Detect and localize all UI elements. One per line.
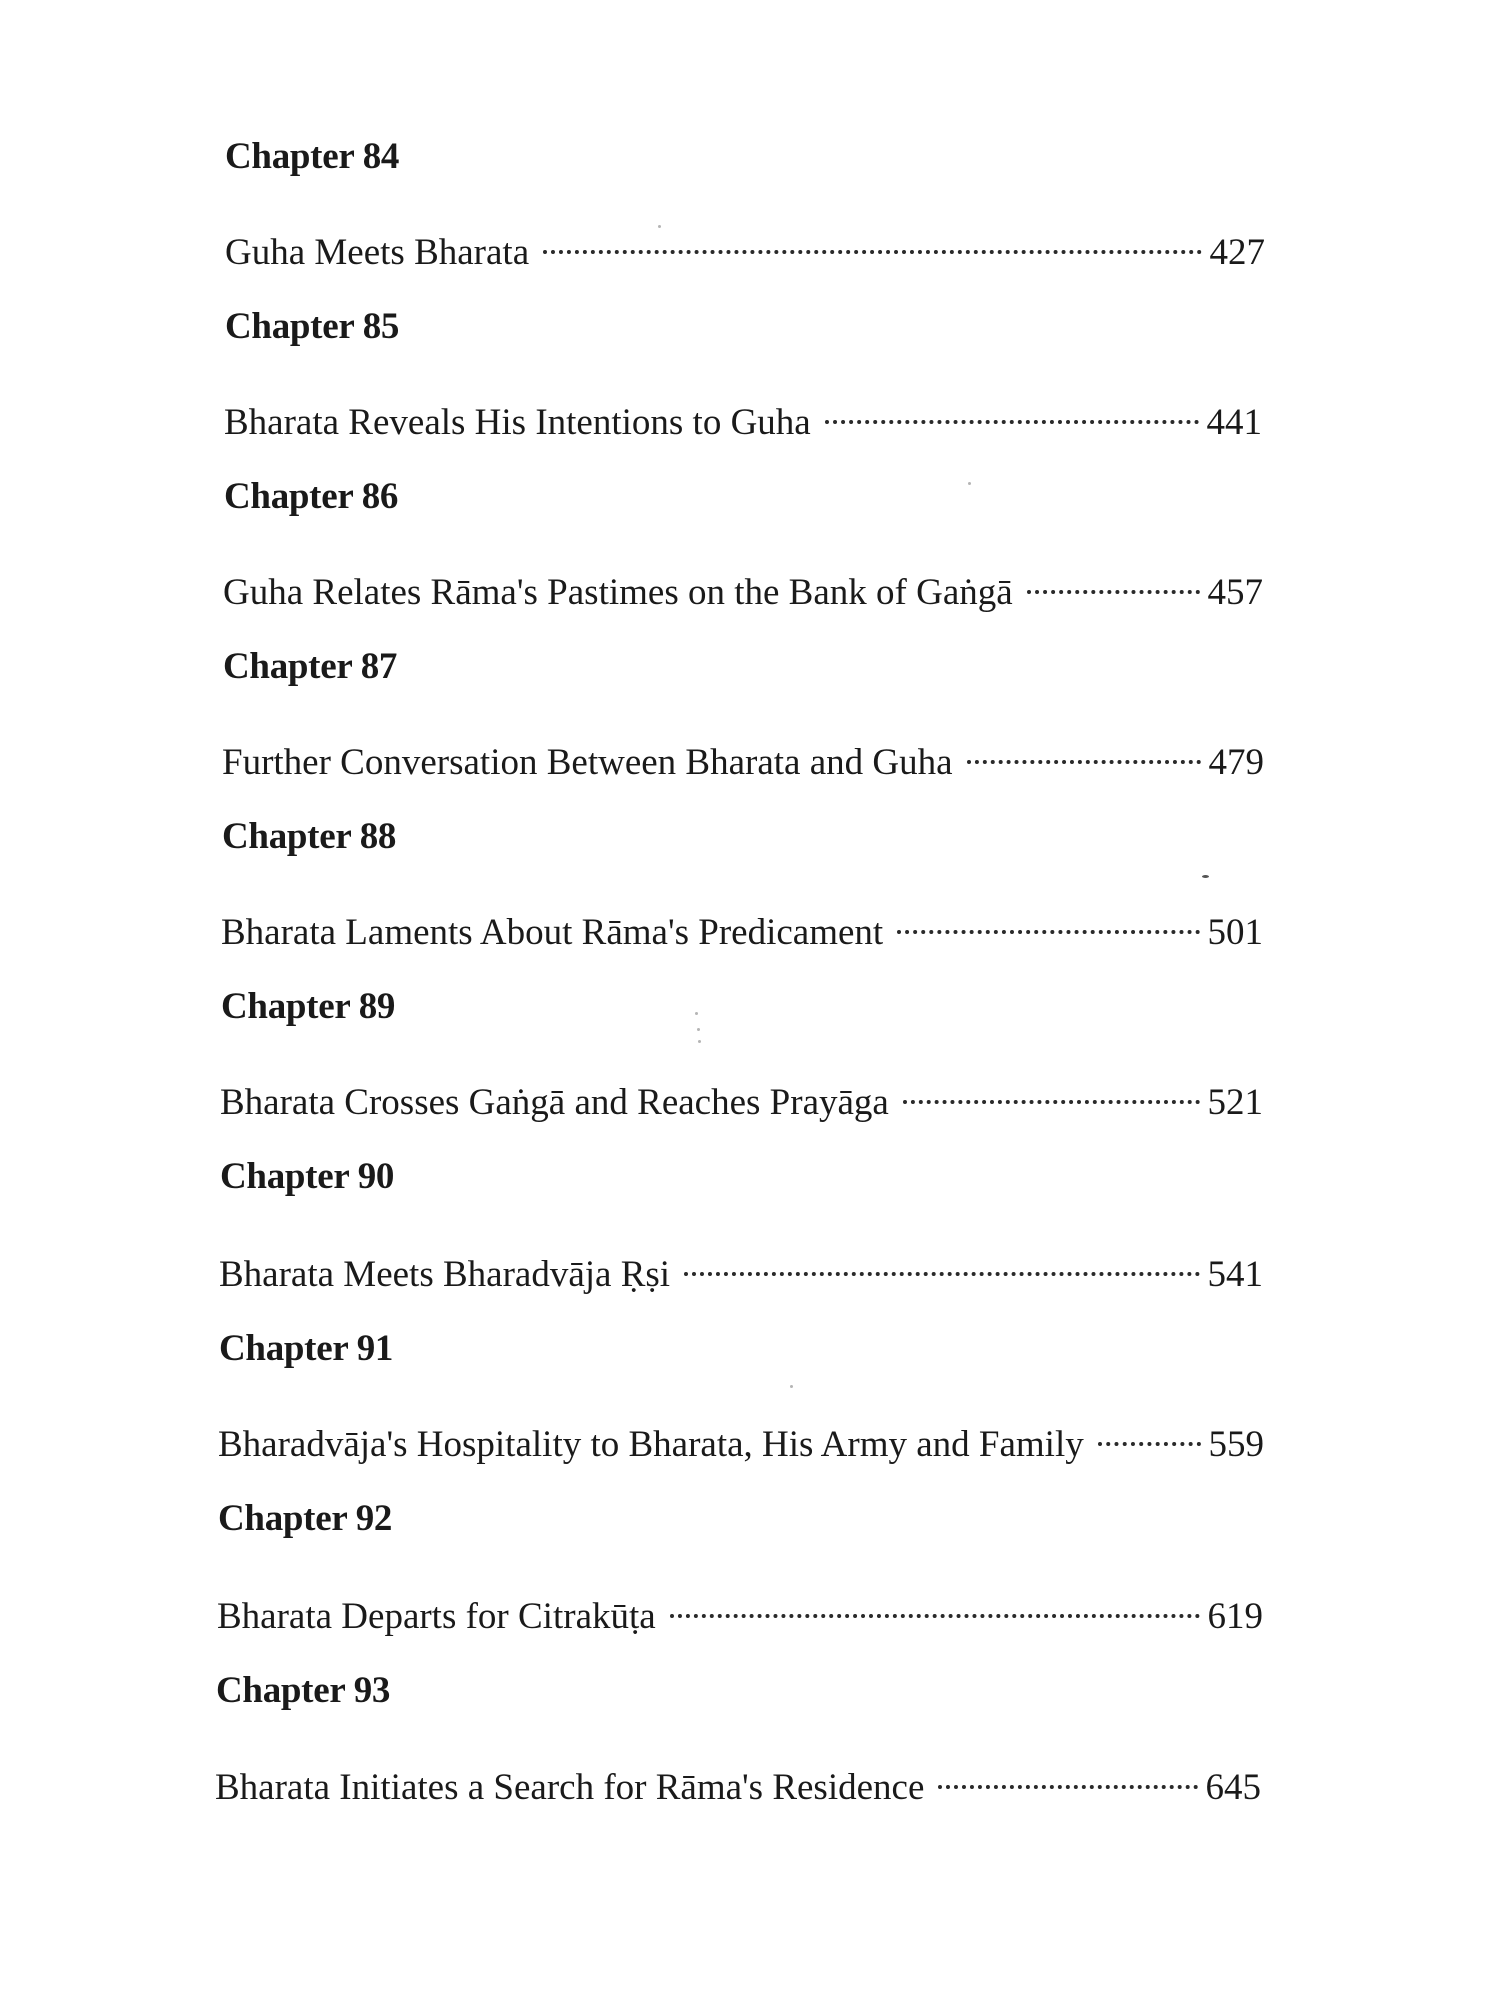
page-number: 479 xyxy=(1208,742,1264,783)
dot-leader xyxy=(1027,560,1200,604)
entry-title: Guha Meets Bharata xyxy=(225,232,530,273)
page-number: 619 xyxy=(1207,1596,1263,1637)
page-number: 457 xyxy=(1207,572,1263,613)
dot-leader xyxy=(825,390,1199,434)
entry-title: Bharata Departs for Citrakūṭa xyxy=(217,1596,656,1637)
dot-leader xyxy=(903,1070,1200,1114)
toc-entry[interactable] xyxy=(218,1412,1264,1467)
scan-speck xyxy=(658,225,661,228)
scan-speck xyxy=(790,1385,793,1388)
scan-speck xyxy=(695,1012,698,1015)
chapter-heading: Chapter 87 xyxy=(223,646,398,687)
page-number: 559 xyxy=(1208,1424,1264,1465)
chapter-heading: Chapter 90 xyxy=(220,1156,395,1197)
page-number: 501 xyxy=(1207,912,1263,953)
entry-title: Guha Relates Rāma's Pastimes on the Bank of Gaṅgā xyxy=(223,572,1013,613)
dot-leader xyxy=(967,730,1201,774)
entry-title: Bharata Meets Bharadvāja Ṛṣi xyxy=(219,1254,671,1295)
entry-title: Bharata Crosses Gaṅgā and Reaches Prayāga xyxy=(220,1082,889,1123)
toc-entry[interactable] xyxy=(220,1070,1263,1125)
chapter-heading: Chapter 89 xyxy=(221,986,396,1027)
dot-leader xyxy=(1098,1412,1201,1456)
dot-leader xyxy=(670,1584,1200,1628)
scan-speck xyxy=(698,1040,701,1043)
toc-entry[interactable] xyxy=(222,730,1264,785)
toc-entry[interactable] xyxy=(224,390,1262,445)
page-number: 427 xyxy=(1209,232,1265,273)
dot-leader xyxy=(897,900,1199,944)
entry-title: Bharadvāja's Hospitality to Bharata, His Army and Family xyxy=(218,1424,1084,1465)
dot-leader xyxy=(938,1755,1197,1799)
chapter-heading: Chapter 84 xyxy=(225,136,400,177)
toc-entry[interactable] xyxy=(225,220,1265,275)
toc-entry[interactable] xyxy=(217,1584,1263,1639)
toc-entry[interactable] xyxy=(223,560,1263,615)
chapter-heading: Chapter 92 xyxy=(218,1498,393,1539)
page-number: 441 xyxy=(1206,402,1262,443)
entry-title: Further Conversation Between Bharata and Guha xyxy=(222,742,953,783)
chapter-heading: Chapter 85 xyxy=(225,306,400,347)
scan-speck xyxy=(968,482,971,485)
chapter-heading: Chapter 91 xyxy=(219,1328,394,1369)
entry-title: Bharata Laments About Rāma's Predicament xyxy=(221,912,884,953)
scan-speck xyxy=(1202,875,1209,878)
scan-speck xyxy=(697,1028,700,1031)
chapter-heading: Chapter 86 xyxy=(224,476,399,517)
dot-leader xyxy=(684,1242,1199,1286)
page-number: 645 xyxy=(1205,1767,1261,1808)
entry-title: Bharata Initiates a Search for Rāma's Residence xyxy=(215,1767,925,1808)
toc-entry[interactable] xyxy=(219,1242,1263,1297)
chapter-heading: Chapter 88 xyxy=(222,816,397,857)
toc-entry[interactable] xyxy=(215,1755,1261,1810)
chapter-heading: Chapter 93 xyxy=(216,1670,391,1711)
page-number: 521 xyxy=(1207,1082,1263,1123)
entry-title: Bharata Reveals His Intentions to Guha xyxy=(224,402,811,443)
page-number: 541 xyxy=(1207,1254,1263,1295)
toc-entry[interactable] xyxy=(221,900,1263,955)
dot-leader xyxy=(543,220,1201,264)
